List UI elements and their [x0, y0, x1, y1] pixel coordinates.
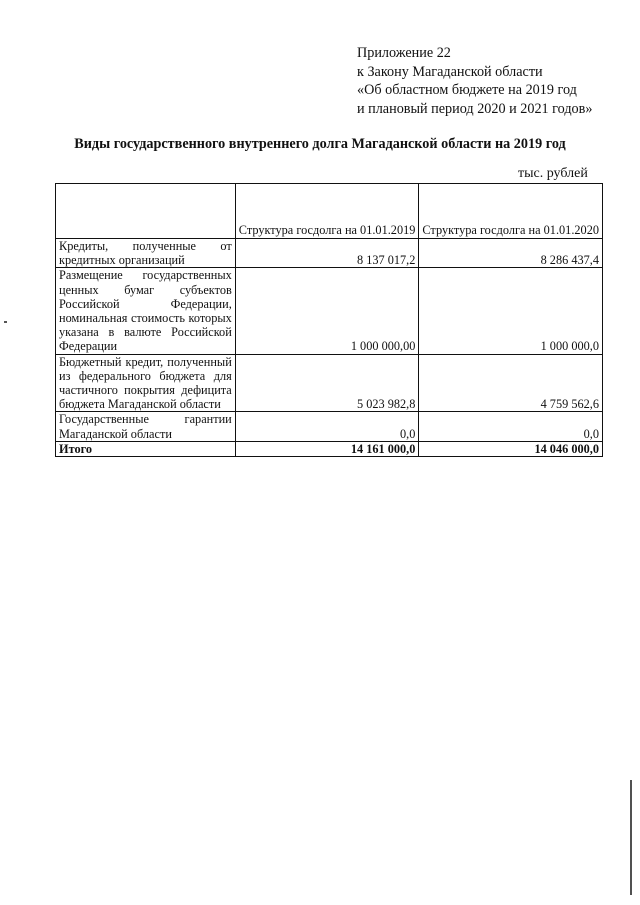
row-value-2020: 0,0: [419, 412, 603, 441]
units-label: тыс. рублей: [518, 166, 588, 181]
row-value-2019: 0,0: [235, 412, 419, 441]
scan-artifact-edge: [630, 780, 632, 895]
row-value-2019: 8 137 017,2: [235, 239, 419, 268]
row-name: Кредиты, полученные от кредитных организаций: [56, 239, 236, 268]
table-row: [56, 239, 603, 268]
row-value-2019: 5 023 982,8: [235, 354, 419, 412]
debt-table: [55, 183, 603, 457]
row-value-2019: 1 000 000,00: [235, 268, 419, 354]
appendix-line: к Закону Магаданской области: [357, 63, 543, 80]
table-row: [56, 268, 603, 354]
row-name: Бюджетный кредит, полученный из федерального бюджета для частичного покрытия дефицита бюджета Магаданской области: [56, 354, 236, 412]
table-total-row: [56, 441, 603, 456]
total-value-2020: 14 046 000,0: [419, 441, 603, 456]
row-name: Размещение государственных ценных бумаг субъектов Российской Федерации, номинальная стоимость которых указана в валюте Российской Федерации: [56, 268, 236, 354]
total-value-2019: 14 161 000,0: [235, 441, 419, 456]
appendix-line: и плановый период 2020 и 2021 годов»: [357, 100, 593, 117]
appendix-header: [357, 44, 627, 118]
table-row: [56, 354, 603, 412]
table-header-row: [56, 184, 603, 239]
total-name: Итого: [56, 441, 236, 456]
appendix-line: «Об областном бюджете на 2019 год: [357, 82, 577, 98]
appendix-line: Приложение 22: [357, 45, 451, 61]
header-cell-2020: Структура госдолга на 01.01.2020: [419, 184, 603, 239]
document-title: Виды государственного внутреннего долга Магаданской области на 2019 год: [74, 136, 566, 152]
scan-artifact-dot: [4, 321, 7, 323]
header-cell-2019: Структура госдолга на 01.01.2019: [235, 184, 419, 239]
table-row: [56, 412, 603, 441]
row-value-2020: 1 000 000,0: [419, 268, 603, 354]
row-value-2020: 4 759 562,6: [419, 354, 603, 412]
row-value-2020: 8 286 437,4: [419, 239, 603, 268]
row-name: Государственные гарантии Магаданской области: [56, 412, 236, 441]
header-cell-name: [56, 184, 236, 239]
